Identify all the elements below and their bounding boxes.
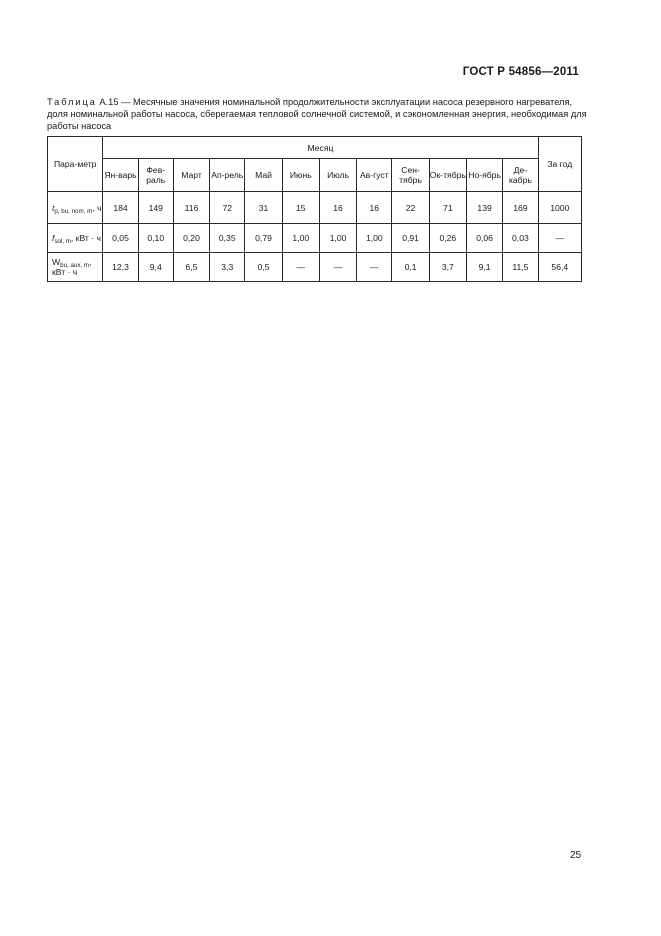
month-header-cell: Де-кабрь [503,159,538,192]
table-row [48,253,582,282]
month-header-cell: Ап-рель [210,159,245,192]
row-label-unit: , ч [92,202,102,213]
caption-text: А.15 — Месячные значения номинальной продолжительности эксплуатации насоса резервного нагревателя, доля номинальной работы насоса, сберегаемая тепловой солнечной системой, и сэкономленная энергия, необходимая для работы насоса [47,97,587,131]
table-cell: — [319,253,356,282]
row-label-subscript: p, bu, nom, m [54,207,93,215]
table-cell: 31 [245,192,282,224]
row-label [48,192,103,224]
table-cell: 139 [466,192,502,224]
table-cell: 1,00 [282,224,319,253]
table-cell: 71 [429,192,466,224]
table-cell: 22 [392,192,429,224]
table-cell: 0,91 [392,224,429,253]
row-label [48,253,103,282]
row-label-symbol: f [52,233,55,243]
table-cell: 16 [357,192,392,224]
table-cell: — [282,253,319,282]
month-header-cell: Июль [319,159,356,192]
table-cell: 1,00 [357,224,392,253]
row-label-subscript: bu, aux, m [60,262,90,269]
row-label [48,224,103,253]
year-total-cell: 1000 [538,192,581,224]
row-label-unit: , кВт · ч [52,257,92,277]
table-cell: 0,20 [173,224,209,253]
param-header-text: Пара-метр [53,159,97,169]
month-header-cell: Ян-варь [103,159,138,192]
month-header-cell: Но-ябрь [466,159,502,192]
row-label-unit: , кВт · ч [70,233,101,243]
year-total-cell: 56,4 [538,253,581,282]
year-header: За год [538,137,581,192]
table-cell: 9,4 [138,253,173,282]
table-cell: 0,5 [245,253,282,282]
month-header-cell: Ок-тябрь [429,159,466,192]
table-cell: 6,5 [173,253,209,282]
data-table [47,136,582,282]
table-cell: 0,03 [503,224,538,253]
table-cell: 0,10 [138,224,173,253]
param-header [48,137,103,192]
row-label-symbol: W [52,257,61,267]
table-caption [47,97,587,132]
table-cell: 149 [138,192,173,224]
table-cell: 0,05 [103,224,138,253]
table-cell: 9,1 [466,253,502,282]
table-cell: — [357,253,392,282]
table-cell: 12,3 [103,253,138,282]
year-total-cell: — [538,224,581,253]
table-cell: 0,35 [210,224,245,253]
page-number: 25 [570,850,582,861]
table-cell: 15 [282,192,319,224]
table-cell: 0,1 [392,253,429,282]
table-cell: 184 [103,192,138,224]
table-cell: 3,3 [210,253,245,282]
row-label-symbol: t [52,202,55,213]
table-cell: 116 [173,192,209,224]
month-header-cell: Сен-тябрь [392,159,429,192]
table-cell: 1,00 [319,224,356,253]
table-row [48,192,582,224]
table-cell: 0,26 [429,224,466,253]
row-label-subscript: sol, m [54,238,71,245]
table-cell: 0,79 [245,224,282,253]
month-header-cell: Ав-густ [357,159,392,192]
month-header-cell: Июнь [282,159,319,192]
table-cell: 11,5 [503,253,538,282]
month-header-cell: Март [173,159,209,192]
month-header-cell: Фев-раль [138,159,173,192]
month-header: Месяц [103,137,538,159]
table-row [48,224,582,253]
table-cell: 169 [503,192,538,224]
document-header: ГОСТ Р 54856—2011 [462,66,579,78]
table-cell: 0,06 [466,224,502,253]
caption-label: Таблица [47,97,97,107]
table-cell: 16 [319,192,356,224]
month-header-cell: Май [245,159,282,192]
table-cell: 3,7 [429,253,466,282]
table-cell: 72 [210,192,245,224]
